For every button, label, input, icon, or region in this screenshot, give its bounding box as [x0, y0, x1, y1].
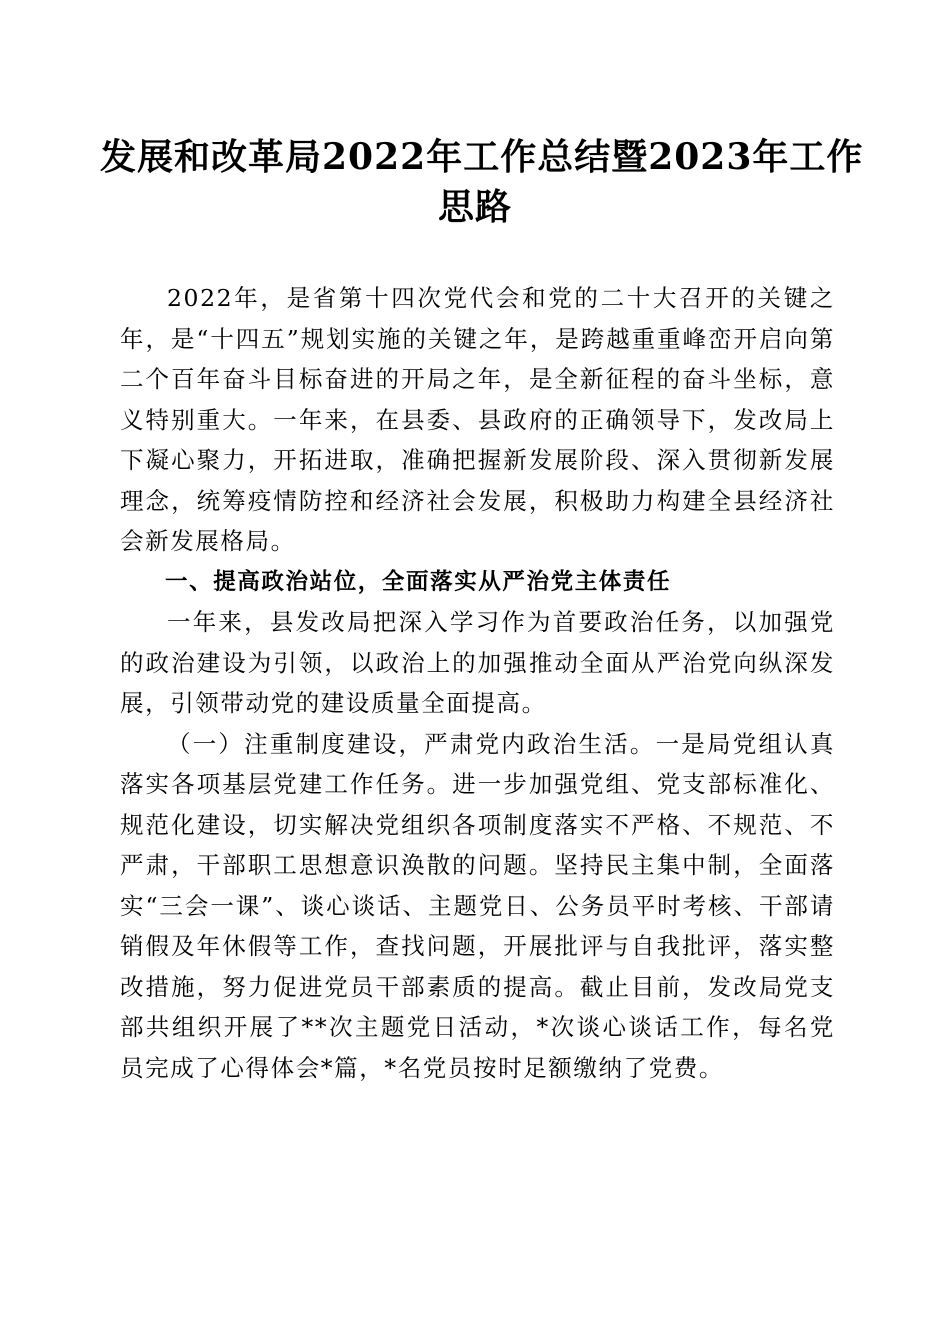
document-title: [100, 132, 864, 232]
title-line-2: 思路: [437, 186, 512, 228]
title-line-1: 发展和改革局2022年工作总结暨2023年工作: [100, 136, 864, 178]
intro-paragraph: 2022年，是省第十四次党代会和党的二十大召开的关键之年，是“十四五”规划实施的关键之年，是跨越重重峰峦开启向第二个百年奋斗目标奋进的开局之年，是全新征程的奋斗坐标，意义特别重大。一年来，在县委、县政府的正确领导下，发改局上下凝心聚力，开拓进取，准确把握新发展阶段、深入贯彻新发展理念，统筹疫情防控和经济社会发展，积极助力构建全县经济社会新发展格局。: [120, 284, 835, 555]
subsection-1-paragraph: （一）注重制度建设，严肃党内政治生活。一是局党组认真落实各项基层党建工作任务。进一步加强党组、党支部标准化、规范化建设，切实解决党组织各项制度落实不严格、不规范、不严肃，干部职工思想意识涣散的问题。坚持民主集中制，全面落实“三会一课”、谈心谈话、主题党日、公务员平时考核、干部请销假及年休假等工作，查找问题，开展批评与自我批评，落实整改措施，努力促进党员干部素质的提高。截止目前，发改局党支部共组织开展了**次主题党日活动，*次谈心谈话工作，每名党员完成了心得体会*篇，*名党员按时足额缴纳了党费。: [120, 729, 835, 1082]
section-1-heading: 一、提高政治站位，全面落实从严治党主体责任: [165, 568, 672, 595]
section-1-intro-paragraph: 一年来，县发改局把深入学习作为首要政治任务，以加强党的政治建设为引领，以政治上的加强推动全面从严治党向纵深发展，引领带动党的建设质量全面提高。: [120, 608, 835, 717]
document-body: [120, 278, 835, 1088]
